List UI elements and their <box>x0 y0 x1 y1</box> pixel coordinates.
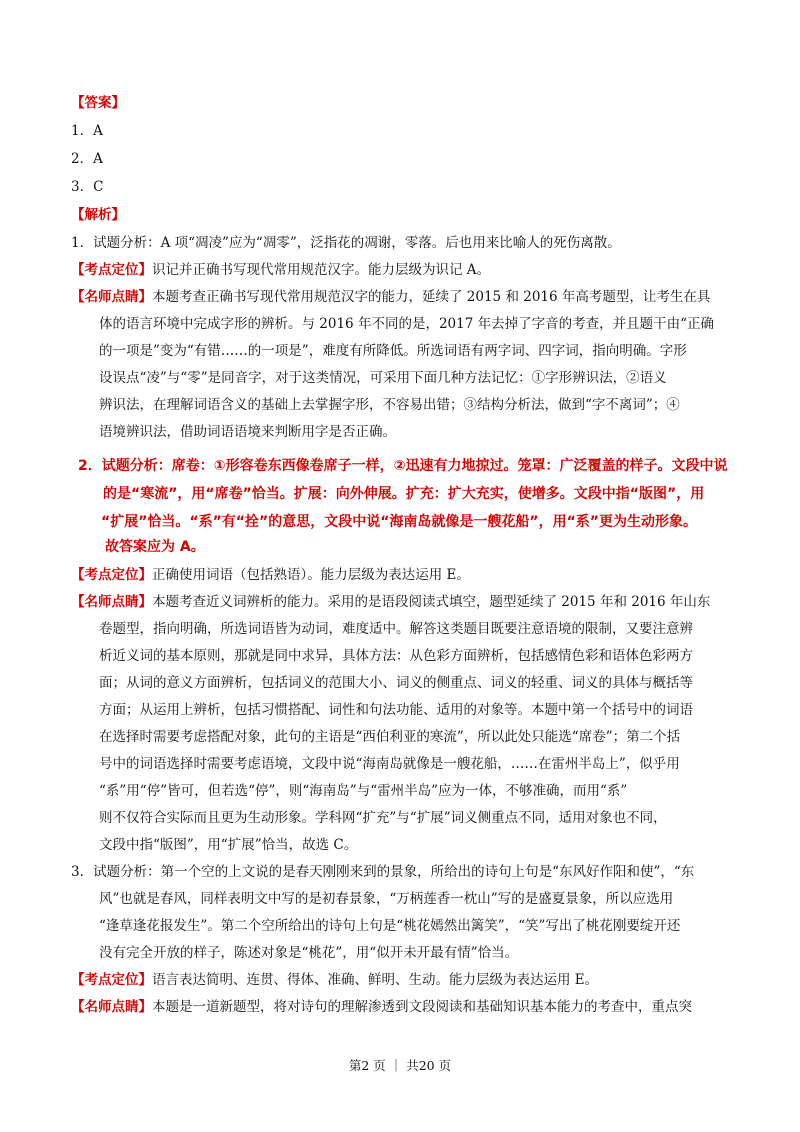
q1-mingshi-line: 辨识法，在理解词语含义的基础上去掌握字形，不容易出错；③结构分析法，做到“字不离词”；④ <box>99 397 680 413</box>
kaodian-label: 【考点定位】 <box>71 972 152 988</box>
page-footer: 第2 页 ｜ 共20 页 <box>348 1058 452 1073</box>
q1-mingshi-line: 语境辨识法，借助词语语境来判断用字是否正确。 <box>99 424 396 440</box>
q2-mingshi-line: 文段中指“版图”，用“扩展”恰当，故选 C。 <box>99 837 358 853</box>
q2-mingshi-line: 方面；从运用上辨析，包括习惯搭配、词性和句法功能、适用的对象等。本题中第一个括号中的词语 <box>99 702 693 718</box>
answer-1: 1．A <box>71 123 103 139</box>
q3-analysis-line: 没有完全开放的样子，陈述对象是“桃花”，用“似开未开最有情”恰当。 <box>99 945 519 961</box>
mingshi-text: 本题考查正确书写现代常用规范汉字的能力，延续了 2015 和 2016 年高考题型，让考生在具 <box>152 289 711 305</box>
analysis-heading: 【解析】 <box>71 207 125 223</box>
mingshi-text: 本题考查近义词辨析的能力。采用的是语段阅读式填空，题型延续了 2015 年和 2016 年山东 <box>152 594 711 610</box>
q3-analysis-line: 3．试题分析：第一个空的上文说的是春天刚刚来到的景象，所给出的诗句上句是“东风好作阳和使”，“东 <box>71 864 695 880</box>
q3-analysis-line: 风”也就是春风，同样表明文中写的是初春景象，“万柄莲香一枕山”写的是盛夏景象，所以应选用 <box>99 891 674 907</box>
kaodian-text: 语言表达简明、连贯、得体、准确、鲜明、生动。能力层级为表达运用 E。 <box>152 972 599 988</box>
mingshi-text: 本题是一道新题型，将对诗句的理解渗透到文段阅读和基础知识基本能力的考查中，重点突 <box>152 999 692 1015</box>
q2-analysis-line: 2．试题分析：席卷：①形容卷东西像卷席子一样，②迅速有力地掠过。笼罩：广泛覆盖的样子。文段中说 <box>78 458 728 474</box>
q2-mingshi-line: 则不仅符合实际而且更为生动形象。学科网“扩充”与“扩展”词义侧重点不同，适用对象也不同， <box>99 810 667 826</box>
q2-mingshi-line: “系”用“停”皆可，但若选“停”，则“海南岛”与“雷州半岛”应为一体，不够准确，而用“系” <box>99 783 628 799</box>
q3-mingshi <box>71 998 736 1016</box>
mingshi-label: 【名师点睛】 <box>71 594 152 610</box>
answer-3: 3．C <box>71 179 104 195</box>
q1-analysis: 1．试题分析：A 项“凋凌”应为“凋零”，泛指花的凋谢，零落。后也用来比喻人的死伤离散。 <box>71 235 621 251</box>
q2-mingshi <box>71 593 736 611</box>
q2-mingshi-line: 在选择时需要考虑搭配对象，此句的主语是“西伯利亚的寒流”，所以此处只能选“席卷”；第二个括 <box>99 729 681 745</box>
mingshi-label: 【名师点睛】 <box>71 999 152 1015</box>
q2-mingshi-line: 号中的词语选择时需要考虑语境，文段中说“海南岛就像是一艘花船，……在雷州半岛上”，似乎用 <box>99 756 680 772</box>
q1-mingshi-line: 体的语言环境中完成字形的辨析。与 2016 年不同的是，2017 年去掉了字音的考查，并且题干由“正确 <box>99 316 714 332</box>
q2-analysis-line: 的是“寒流”，用“席卷”恰当。扩展：向外伸展。扩充：扩大充实，使增多。文段中指“版图”，用 <box>103 486 705 502</box>
answer-2: 2．A <box>71 151 103 167</box>
q1-mingshi <box>71 288 736 306</box>
q2-analysis-line: 故答案应为 A。 <box>105 539 205 555</box>
q2-mingshi-line: 析近义词的基本原则，那就是同中求异，具体方法：从色彩方面辨析，包括感情色彩和语体色彩两方 <box>99 648 693 664</box>
mingshi-label: 【名师点睛】 <box>71 289 152 305</box>
q3-kaodian <box>71 971 736 989</box>
q1-mingshi-line: 设误点“凌”与“零”是同音字，对于这类情况，可采用下面几种方法记忆：①字形辨识法，②语义 <box>99 370 667 386</box>
q2-analysis-line: “扩展”恰当。“系”有“拴”的意思，文段中说“海南岛就像是一艘花船”，用“系”更为生动形象。 <box>101 514 698 530</box>
q1-kaodian <box>71 261 736 279</box>
q1-mingshi-line: 的一项是”变为“有错……的一项是”，难度有所降低。所选词语有两字词、四字词，指向明确。字形 <box>99 343 687 359</box>
answer-heading: 【答案】 <box>71 95 125 111</box>
kaodian-label: 【考点定位】 <box>71 262 152 278</box>
kaodian-text: 识记并正确书写现代常用规范汉字。能力层级为识记 A。 <box>152 262 491 278</box>
kaodian-text: 正确使用词语（包括熟语）。能力层级为表达运用 E。 <box>152 567 470 583</box>
q2-kaodian <box>71 566 736 584</box>
q2-mingshi-line: 卷题型，指向明确，所选词语皆为动词，难度适中。解答这类题目既要注意语境的限制，又要注意辨 <box>99 621 693 637</box>
kaodian-label: 【考点定位】 <box>71 567 152 583</box>
q3-analysis-line: “逢草逢花报发生”。第二个空所给出的诗句上句是“桃花嫣然出篱笑”，“笑”写出了桃花刚要绽开还 <box>99 918 681 934</box>
q2-mingshi-line: 面；从词的意义方面辨析，包括词义的范围大小、词义的侧重点、词义的轻重、词义的具体与概括等 <box>99 675 693 691</box>
